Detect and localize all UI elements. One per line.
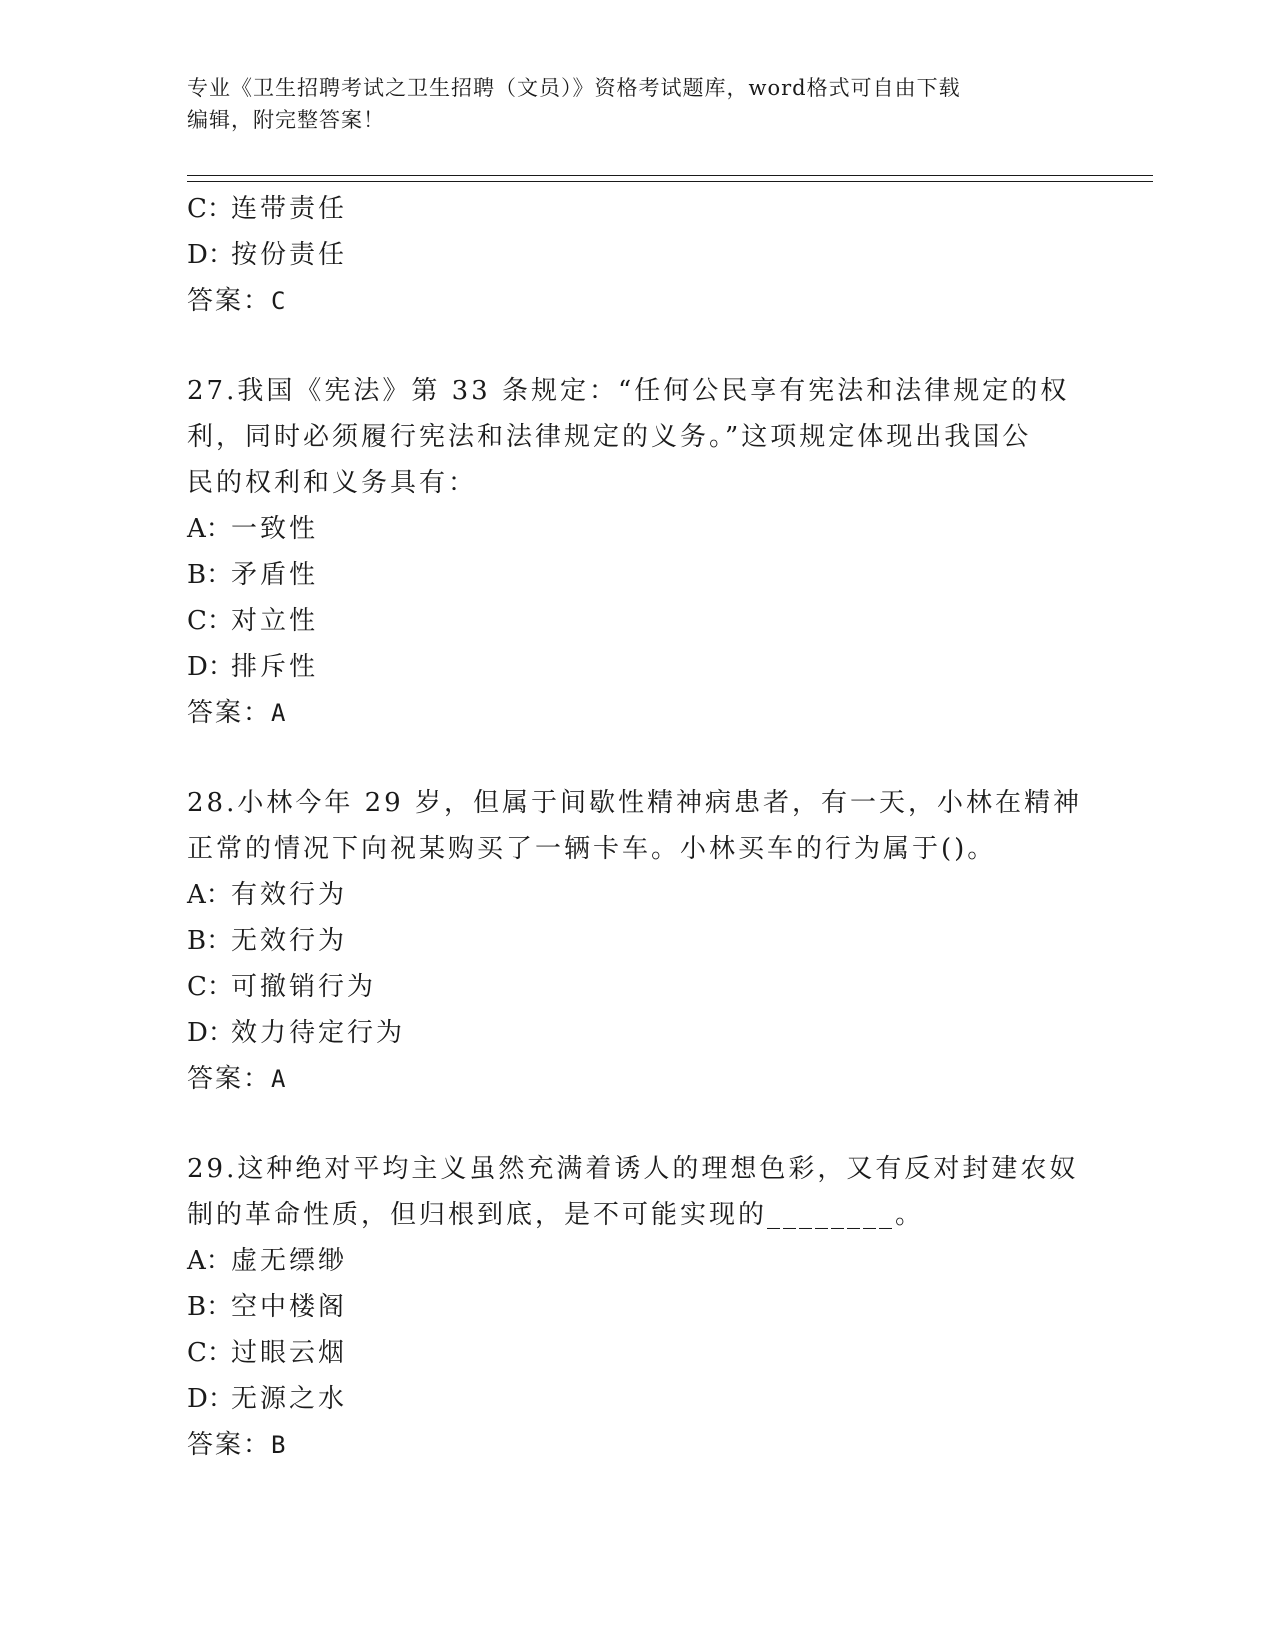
option-key: A： bbox=[187, 1246, 232, 1276]
answer-label: 答案： bbox=[187, 286, 272, 316]
question-27-line: 27.我国《宪法》第 33 条规定：“任何公民享有宪法和法律规定的权 bbox=[187, 376, 1070, 406]
option-key: C： bbox=[187, 972, 233, 1002]
option-line bbox=[187, 964, 376, 1010]
option-key: D： bbox=[187, 240, 234, 270]
option-text: 空中楼阁 bbox=[231, 1292, 348, 1322]
option-key: A： bbox=[187, 880, 232, 910]
option-key: B： bbox=[187, 560, 233, 590]
option-text: 无源之水 bbox=[231, 1384, 348, 1414]
option-key: C： bbox=[187, 1338, 233, 1368]
question-29-line: 29.这种绝对平均主义虽然充满着诱人的理想色彩，又有反对封建农奴 bbox=[187, 1154, 1079, 1184]
answer-value: C bbox=[271, 287, 286, 315]
question-27-line: 利，同时必须履行宪法和法律规定的义务。”这项规定体现出我国公 bbox=[187, 422, 1032, 452]
option-text: 一致性 bbox=[231, 514, 319, 544]
answer-line bbox=[187, 1422, 285, 1468]
option-key: D： bbox=[187, 652, 234, 682]
option-key: A： bbox=[187, 514, 232, 544]
answer-value: A bbox=[271, 1065, 286, 1093]
option-key: C： bbox=[187, 194, 233, 224]
option-text: 排斥性 bbox=[231, 652, 319, 682]
answer-line bbox=[187, 1056, 285, 1102]
option-line bbox=[187, 1330, 347, 1376]
option-line bbox=[187, 1238, 347, 1284]
header-divider bbox=[187, 181, 1153, 182]
option-key: B： bbox=[187, 926, 233, 956]
answer-label: 答案： bbox=[187, 698, 272, 728]
question-28-line: 28.小林今年 29 岁，但属于间歇性精神病患者，有一天，小林在精神 bbox=[187, 788, 1082, 818]
option-line bbox=[187, 598, 318, 644]
option-line bbox=[187, 1376, 347, 1422]
option-line bbox=[187, 918, 347, 964]
answer-label: 答案： bbox=[187, 1430, 272, 1460]
answer-line bbox=[187, 690, 285, 736]
header-line-1: 专业《卫生招聘考试之卫生招聘（文员）》资格考试题库，word格式可自由下载 bbox=[187, 76, 961, 100]
option-line bbox=[187, 186, 347, 232]
header-line-2: 编辑，附完整答案！ bbox=[187, 108, 385, 132]
option-key: D： bbox=[187, 1384, 234, 1414]
option-text: 按份责任 bbox=[231, 240, 348, 270]
option-text: 有效行为 bbox=[231, 880, 348, 910]
option-line bbox=[187, 506, 318, 552]
option-text: 无效行为 bbox=[231, 926, 348, 956]
option-key: B： bbox=[187, 1292, 233, 1322]
option-line bbox=[187, 1010, 405, 1056]
option-text: 可撤销行为 bbox=[231, 972, 377, 1002]
header-divider bbox=[187, 175, 1153, 176]
option-line bbox=[187, 872, 347, 918]
option-text: 矛盾性 bbox=[231, 560, 319, 590]
page-header bbox=[187, 72, 1067, 136]
option-line bbox=[187, 1284, 347, 1330]
question-27-line: 民的权利和义务具有： bbox=[187, 468, 478, 498]
option-line bbox=[187, 232, 347, 278]
answer-line bbox=[187, 278, 285, 324]
answer-value: B bbox=[271, 1431, 286, 1459]
option-text: 虚无缥缈 bbox=[231, 1246, 348, 1276]
option-line bbox=[187, 644, 318, 690]
answer-value: A bbox=[271, 699, 286, 727]
option-key: D： bbox=[187, 1018, 234, 1048]
option-text: 过眼云烟 bbox=[231, 1338, 348, 1368]
answer-label: 答案： bbox=[187, 1064, 272, 1094]
option-text: 对立性 bbox=[231, 606, 319, 636]
question-28-line: 正常的情况下向祝某购买了一辆卡车。小林买车的行为属于()。 bbox=[187, 834, 997, 864]
question-29-line: 制的革命性质，但归根到底，是不可能实现的________。 bbox=[187, 1200, 925, 1230]
option-text: 效力待定行为 bbox=[231, 1018, 406, 1048]
option-key: C： bbox=[187, 606, 233, 636]
option-text: 连带责任 bbox=[231, 194, 348, 224]
option-line bbox=[187, 552, 318, 598]
